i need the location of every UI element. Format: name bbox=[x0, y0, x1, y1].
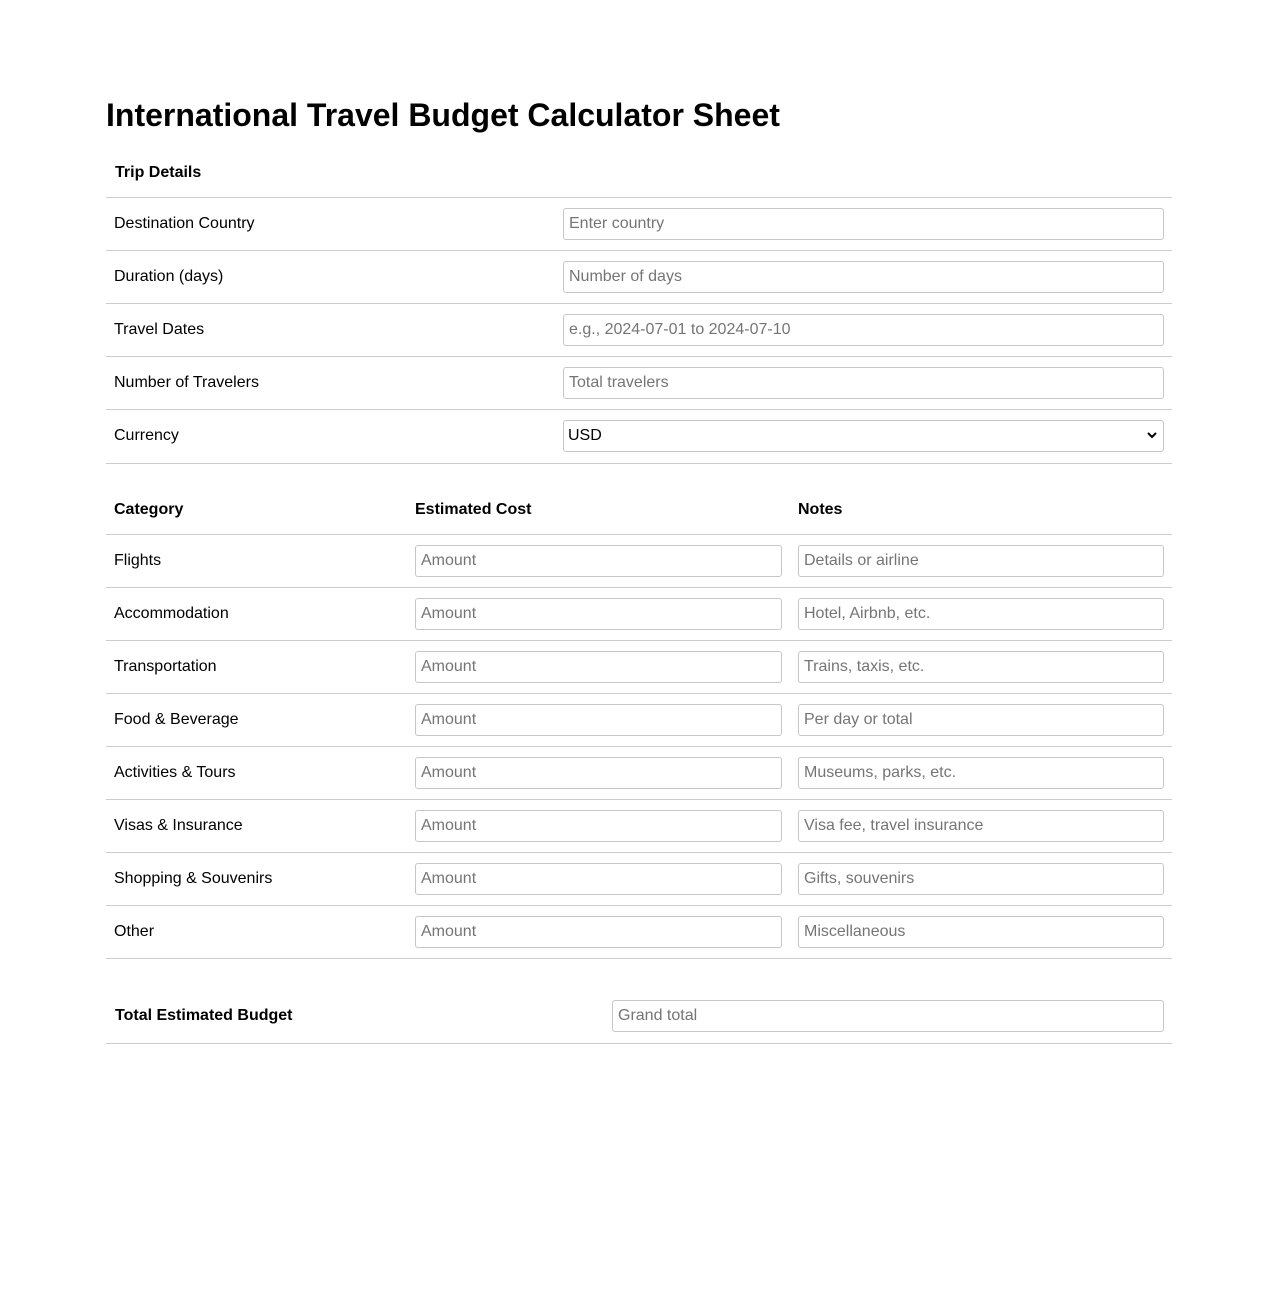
trip-details-heading: Trip Details bbox=[106, 150, 1172, 197]
total-estimated-budget-label: Total Estimated Budget bbox=[106, 989, 604, 1043]
page-title: International Travel Budget Calculator Sheet bbox=[106, 97, 780, 133]
currency-label: Currency bbox=[106, 409, 555, 463]
table-row bbox=[106, 534, 1172, 587]
travel-dates-label: Travel Dates bbox=[106, 303, 555, 356]
total-budget-table bbox=[106, 989, 1172, 1044]
table-row bbox=[106, 693, 1172, 746]
category-shopping-souvenirs: Shopping & Souvenirs bbox=[106, 852, 407, 905]
table-row bbox=[106, 356, 1172, 409]
category-activities-tours: Activities & Tours bbox=[106, 746, 407, 799]
activities-tours-notes-input[interactable] bbox=[798, 757, 1164, 789]
grand-total-input[interactable] bbox=[612, 1000, 1164, 1032]
table-row bbox=[106, 799, 1172, 852]
table-row bbox=[106, 197, 1172, 250]
category-column-header: Category bbox=[106, 486, 407, 534]
table-row bbox=[106, 250, 1172, 303]
table-row bbox=[106, 409, 1172, 463]
trip-details-header-row bbox=[106, 150, 1172, 197]
duration-days-input[interactable] bbox=[563, 261, 1164, 293]
other-amount-input[interactable] bbox=[415, 916, 782, 948]
budget-header-row bbox=[106, 486, 1172, 534]
currency-select[interactable] bbox=[563, 420, 1164, 452]
table-row bbox=[106, 905, 1172, 958]
accommodation-amount-input[interactable] bbox=[415, 598, 782, 630]
category-accommodation: Accommodation bbox=[106, 587, 407, 640]
total-row bbox=[106, 989, 1172, 1043]
duration-days-label: Duration (days) bbox=[106, 250, 555, 303]
category-flights: Flights bbox=[106, 534, 407, 587]
flights-amount-input[interactable] bbox=[415, 545, 782, 577]
estimated-cost-column-header: Estimated Cost bbox=[407, 486, 790, 534]
table-row bbox=[106, 746, 1172, 799]
category-other: Other bbox=[106, 905, 407, 958]
shopping-souvenirs-amount-input[interactable] bbox=[415, 863, 782, 895]
accommodation-notes-input[interactable] bbox=[798, 598, 1164, 630]
visas-insurance-notes-input[interactable] bbox=[798, 810, 1164, 842]
notes-column-header: Notes bbox=[790, 486, 1172, 534]
shopping-souvenirs-notes-input[interactable] bbox=[798, 863, 1164, 895]
activities-tours-amount-input[interactable] bbox=[415, 757, 782, 789]
number-of-travelers-input[interactable] bbox=[563, 367, 1164, 399]
flights-notes-input[interactable] bbox=[798, 545, 1164, 577]
trip-details-table bbox=[106, 150, 1172, 464]
transportation-notes-input[interactable] bbox=[798, 651, 1164, 683]
category-visas-insurance: Visas & Insurance bbox=[106, 799, 407, 852]
transportation-amount-input[interactable] bbox=[415, 651, 782, 683]
budget-categories-table bbox=[106, 486, 1172, 959]
chevron-down-icon bbox=[1147, 421, 1157, 451]
table-row bbox=[106, 303, 1172, 356]
table-row bbox=[106, 852, 1172, 905]
travel-dates-input[interactable] bbox=[563, 314, 1164, 346]
other-notes-input[interactable] bbox=[798, 916, 1164, 948]
table-row bbox=[106, 640, 1172, 693]
category-food-beverage: Food & Beverage bbox=[106, 693, 407, 746]
food-beverage-notes-input[interactable] bbox=[798, 704, 1164, 736]
destination-country-input[interactable] bbox=[563, 208, 1164, 240]
number-of-travelers-label: Number of Travelers bbox=[106, 356, 555, 409]
table-row bbox=[106, 587, 1172, 640]
category-transportation: Transportation bbox=[106, 640, 407, 693]
destination-country-label: Destination Country bbox=[106, 197, 555, 250]
food-beverage-amount-input[interactable] bbox=[415, 704, 782, 736]
currency-selected-value: USD bbox=[568, 427, 602, 444]
visas-insurance-amount-input[interactable] bbox=[415, 810, 782, 842]
